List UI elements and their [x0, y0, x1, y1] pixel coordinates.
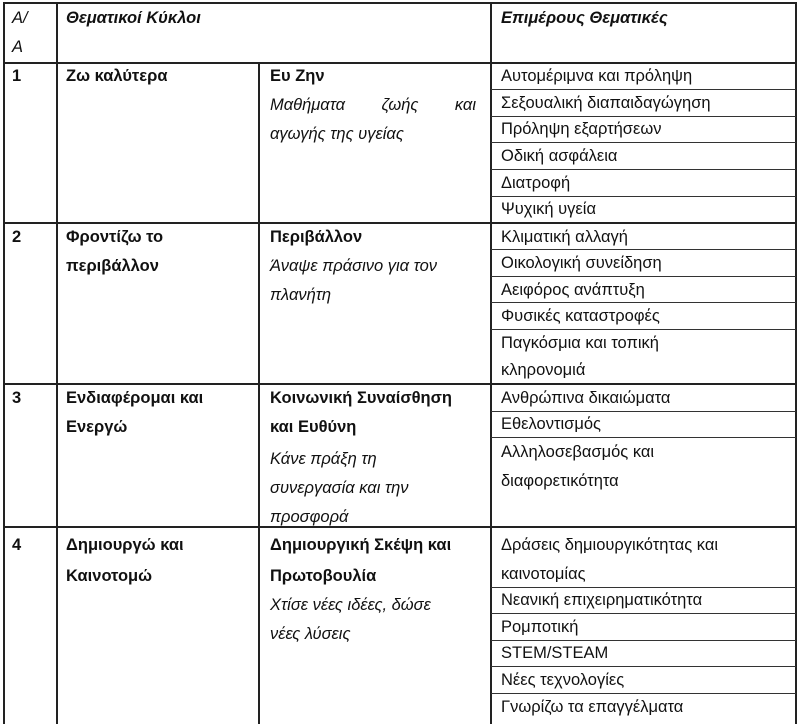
theme-subtitle: Μαθήματα ζωής και: [270, 96, 476, 114]
topic-item: Παγκόσμια και τοπική: [501, 334, 659, 352]
row-number: 4: [12, 536, 22, 554]
theme-subtitle: Άναψε πράσινο για τον: [270, 257, 438, 275]
topic-item: Πρόληψη εξαρτήσεων: [501, 120, 662, 138]
topic-item: διαφορετικότητα: [501, 472, 619, 490]
header-aa-line2: Α: [12, 38, 24, 56]
column-divider-3: [490, 2, 492, 724]
circle-name: Ενεργώ: [66, 418, 128, 436]
topic-item: Σεξουαλική διαπαιδαγώγηση: [501, 94, 711, 112]
row-divider-3: [3, 526, 797, 528]
theme-subtitle: αγωγής της υγείας: [270, 125, 404, 143]
topic-item: Φυσικές καταστροφές: [501, 307, 660, 325]
theme-title: Περιβάλλον: [270, 228, 363, 246]
theme-subtitle: πλανήτη: [270, 286, 332, 304]
row-number: 3: [12, 389, 22, 407]
topic-item: Αυτομέριμνα και πρόληψη: [501, 67, 693, 85]
column-divider-2: [258, 62, 260, 724]
topic-item: Νέες τεχνολογίες: [501, 671, 625, 689]
topic-item: Δράσεις δημιουργικότητας και: [501, 536, 719, 554]
topic-item: Αλληλοσεβασμός και: [501, 443, 655, 461]
theme-title: Δημιουργική Σκέψη και: [270, 536, 452, 554]
topic-item: Ρομποτική: [501, 618, 579, 636]
topic-item: Ψυχική υγεία: [501, 200, 596, 218]
table-border-left: [3, 2, 5, 724]
circle-name: Δημιουργώ και: [66, 536, 184, 554]
topic-item: καινοτομίας: [501, 565, 586, 583]
header-sub-topics: Επιμέρους Θεματικές: [501, 9, 668, 27]
circle-name: Φροντίζω το: [66, 228, 164, 246]
topic-item: STEM/STEAM: [501, 644, 609, 662]
topic-item: Νεανική επιχειρηματικότητα: [501, 591, 703, 609]
theme-title: Κοινωνική Συναίσθηση: [270, 389, 452, 407]
header-circles: Θεματικοί Κύκλοι: [66, 9, 201, 27]
circle-name: Ζω καλύτερα: [66, 67, 168, 85]
table-border-top: [3, 2, 797, 4]
topic-item: Οδική ασφάλεια: [501, 147, 618, 165]
theme-subtitle: νέες λύσεις: [270, 625, 351, 643]
circle-name: Καινοτομώ: [66, 567, 153, 585]
header-aa: Α/: [12, 9, 28, 27]
topic-item: Διατροφή: [501, 174, 571, 192]
topic-divider: [491, 437, 796, 438]
topic-item: Κλιματική αλλαγή: [501, 228, 628, 246]
topic-item: Αειφόρος ανάπτυξη: [501, 281, 645, 299]
topic-item: κληρονομιά: [501, 361, 586, 379]
topic-item: Ανθρώπινα δικαιώματα: [501, 389, 671, 407]
theme-subtitle: Κάνε πράξη τη: [270, 450, 377, 468]
theme-title: Ευ Ζην: [270, 67, 325, 85]
theme-subtitle: συνεργασία και την: [270, 479, 409, 497]
theme-title: Πρωτοβουλία: [270, 567, 377, 585]
theme-subtitle: προσφορά: [270, 508, 349, 526]
table-border-right: [795, 2, 797, 724]
topic-item: Εθελοντισμός: [501, 415, 601, 433]
theme-title: και Ευθύνη: [270, 418, 357, 436]
circle-name: περιβάλλον: [66, 257, 159, 275]
column-divider-1: [56, 2, 58, 724]
topic-item: Οικολογική συνείδηση: [501, 254, 662, 272]
row-number: 2: [12, 228, 22, 246]
row-number: 1: [12, 67, 22, 85]
circle-name: Ενδιαφέρομαι και: [66, 389, 204, 407]
theme-subtitle: Χτίσε νέες ιδέες, δώσε: [270, 596, 431, 614]
topic-item: Γνωρίζω τα επαγγέλματα: [501, 698, 684, 716]
